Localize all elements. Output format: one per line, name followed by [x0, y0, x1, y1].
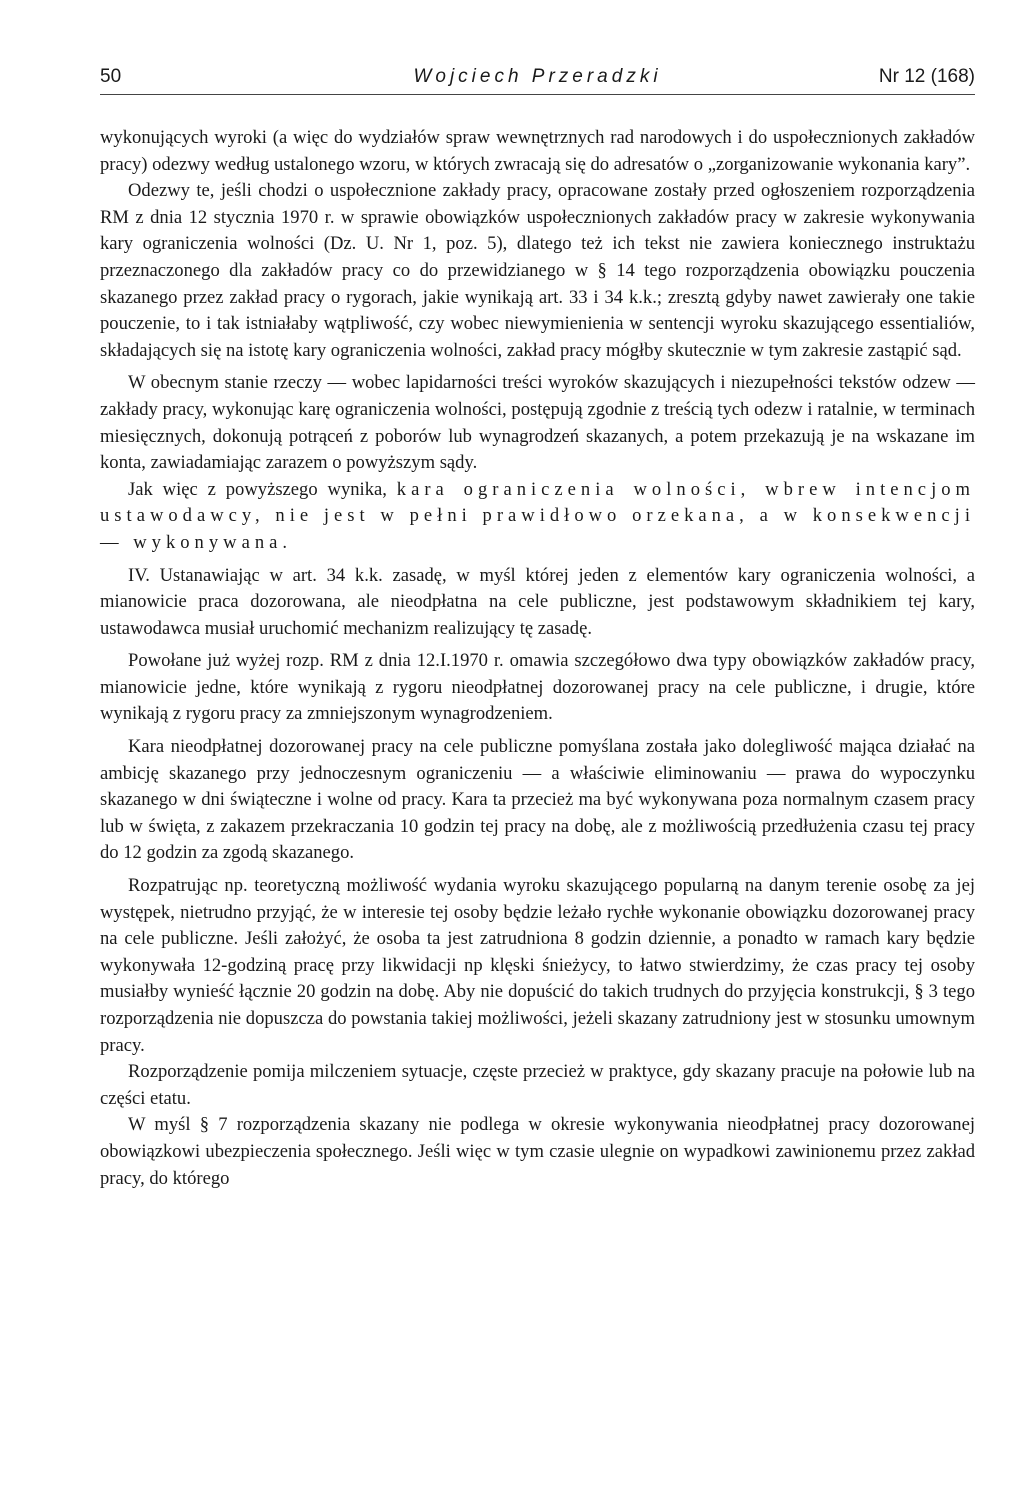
paragraph: Kara nieodpłatnej dozorowanej pracy na cele publiczne pomyślana została jako dolegliwość mająca działać na ambicję skazanego przy jednoczesnym ograniczeniu — a właściwie eliminowaniu — prawa do wypoczynku skazanego w dni świąteczne i wolne od pracy. Kara ta przecież ma być wykonywana poza normalnym czasem pracy lub w święta, z zakazem przekraczania 10 godzin tej pracy na dobę, ale z możliwością przedłużenia czasu tej pracy do 12 godzin za zgodą skazanego.	[100, 736, 975, 864]
page-number: 50	[100, 66, 122, 87]
header-rule	[100, 94, 975, 95]
running-title: Wojciech Przeradzki	[413, 66, 662, 87]
paragraph: Powołane już wyżej rozp. RM z dnia 12.I.1970 r. omawia szczegółowo dwa typy obowiązków zakładów pracy, mianowicie jedne, które wynikają z rygoru nieodpłatnej dozorowanej pracy na cele publiczne, i drugie, które wynikają z rygoru pracy za zmniejszonym wynagrodzeniem.	[100, 650, 975, 725]
issue-number: Nr 12 (168)	[878, 66, 975, 87]
paragraph	[100, 477, 975, 557]
paragraph-lead: Jak więc z powyższego wynika,	[128, 478, 387, 500]
paragraph: Odezwy te, jeśli chodzi o uspołecznione zakłady pracy, opracowane zostały przed ogłoszeniem rozporządzenia RM z dnia 12 stycznia 1970 r. w sprawie obowiązków uspołecznionych zakładów pracy w zakresie wykonywania kary ograniczenia wolności (Dz. U. Nr 1, poz. 5), dlatego też ich tekst nie zawiera koniecznego instruktażu przeznaczonego dla zakładów pracy co do przewidzianego w § 14 tego rozporządzenia obowiązku pouczenia skazanego przez zakład pracy o rygorach, jakie wynikają art. 33 i 34 k.k.; zresztą gdyby nawet zawierały one takie pouczenie, to i tak istniałaby wątpliwość, czy wobec niewymienienia w sentencji wyroku skazującego essentialiów, składających się na istotę kary ograniczenia wolności, zakład pracy mógłby skutecznie w tym zakresie zastąpić sąd.	[100, 180, 975, 361]
page-header	[100, 62, 975, 94]
paragraph: Rozpatrując np. teoretyczną możliwość wydania wyroku skazującego popularną na danym terenie osobę za jej występek, nietrudno przyjąć, że w interesie tej osoby będzie leżało rychłe wykonanie obowiązku dozorowanej pracy na cele publiczne. Jeśli założyć, że osoba ta jest zatrudniona 8 godzin dziennie, a ponadto w ramach kary będzie wykonywała 12-godziną pracę przy likwidacji np klęski śnieżycy, to łatwo stwierdzimy, że czas pracy tej osoby musiałby wynieść łącznie 20 godzin na dobę. Aby nie dopuścić do takich trudnych do przyjęcia konstrukcji, § 3 tego rozporządzenia nie dopuszcza do powstania takiej możliwości, jeżeli skazany zatrudniony jest w stosunku umownym pracy.	[100, 875, 975, 1056]
emphasized-text: kara ograniczenia wolności, wbrew intencjom ustawodawcy, nie jest w pełni prawidłowo orzekana, a w konsekwencji — wykonywana.	[100, 478, 975, 553]
paragraph: wykonujących wyroki (a więc do wydziałów spraw wewnętrznych rad narodowych i do uspołecznionych zakładów pracy) odezwy według ustalonego wzoru, w których zwracają się do adresatów o „zorganizowanie wykonania kary”.	[100, 127, 975, 175]
paragraph: W myśl § 7 rozporządzenia skazany nie podlega w okresie wykonywania nieodpłatnej pracy dozorowanej obowiązkowi ubezpieczenia społecznego. Jeśli więc w tym czasie ulegnie on wypadkowi zawinionemu przez zakład pracy, do którego	[100, 1114, 975, 1189]
document-page	[100, 62, 975, 1192]
paragraph: IV. Ustanawiając w art. 34 k.k. zasadę, w myśl której jeden z elementów kary ograniczenia wolności, a mianowicie praca dozorowana, ale nieodpłatna na cele publiczne, jest podstawowym składnikiem tej kary, ustawodawca musiał uruchomić mechanizm realizujący tę zasadę.	[100, 564, 975, 639]
body-text	[100, 125, 975, 1192]
paragraph: Rozporządzenie pomija milczeniem sytuacje, częste przecież w praktyce, gdy skazany pracuje na połowie lub na części etatu.	[100, 1061, 975, 1109]
paragraph: W obecnym stanie rzeczy — wobec lapidarności treści wyroków skazujących i niezupełności tekstów odzew — zakłady pracy, wykonując karę ograniczenia wolności, postępują zgodnie z treścią tych odezw i ratalnie, w terminach miesięcznych, dokonują potrąceń z poborów lub wynagrodzeń skazanych, a potem przekazują je na wskazane im konta, zawiadamiając zarazem o powyższym sądy.	[100, 372, 975, 474]
